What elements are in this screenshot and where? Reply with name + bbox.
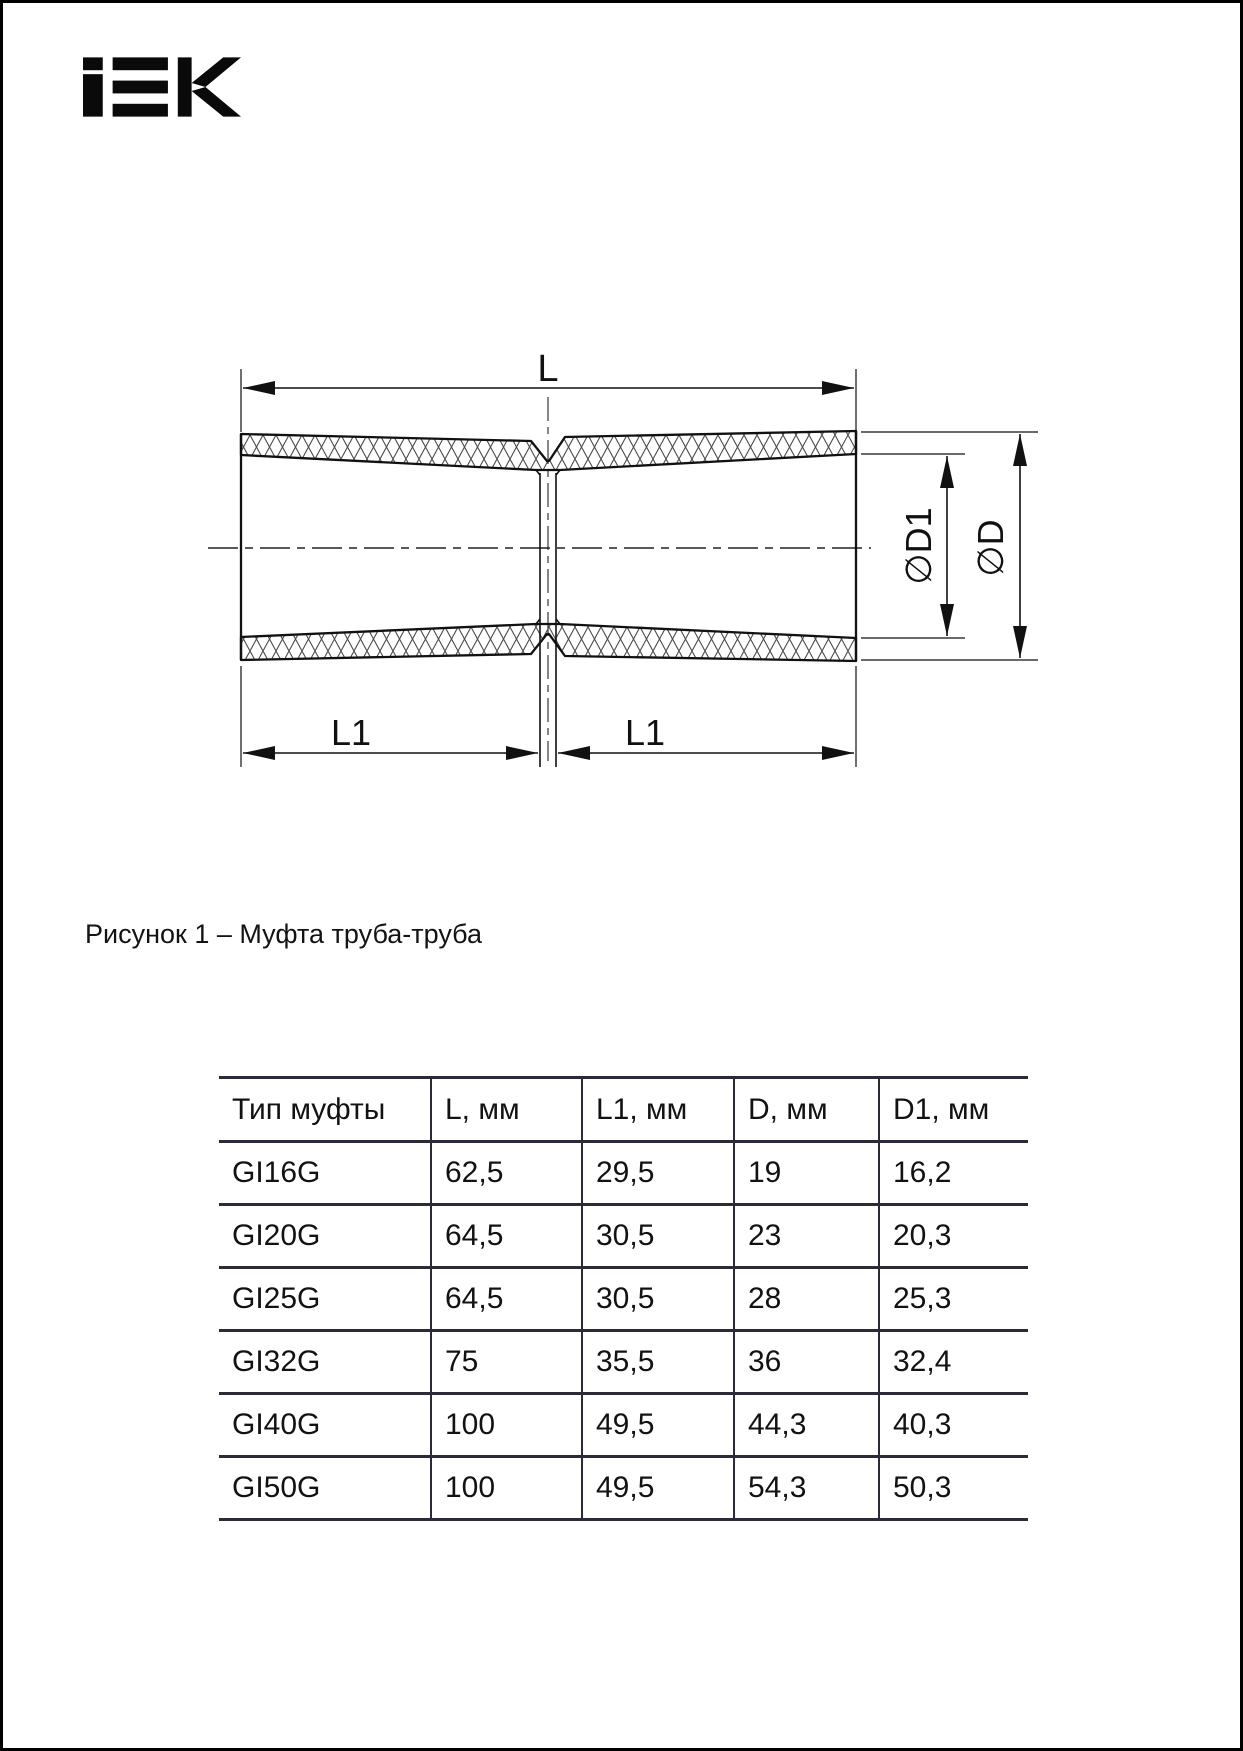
- cell-d1: 25,3: [878, 1269, 1028, 1329]
- cell-d1: 50,3: [878, 1458, 1028, 1518]
- cell-l: 64,5: [430, 1206, 581, 1266]
- cell-d: 36: [733, 1332, 878, 1392]
- cell-l: 100: [430, 1395, 581, 1455]
- col-header-d: D, мм: [733, 1079, 878, 1140]
- cell-type: GI50G: [232, 1471, 321, 1504]
- cell-l1: 30,5: [581, 1206, 733, 1266]
- cell-d: 28: [733, 1269, 878, 1329]
- cell-d1: 16,2: [878, 1143, 1028, 1203]
- label-L1-left: L1: [330, 712, 372, 753]
- table-row: [219, 1266, 1028, 1329]
- cell-l1: 35,5: [581, 1332, 733, 1392]
- cell-d: 23: [733, 1206, 878, 1266]
- cell-l: 75: [430, 1332, 581, 1392]
- table-header-row: [219, 1076, 1028, 1140]
- spec-table: [219, 1076, 1028, 1521]
- cell-d: 19: [733, 1143, 878, 1203]
- cell-d: 54,3: [733, 1458, 878, 1518]
- cell-d1: 40,3: [878, 1395, 1028, 1455]
- col-header-d1: D1, мм: [878, 1079, 1028, 1140]
- figure-caption: Рисунок 1 – Муфта труба-труба: [85, 919, 483, 949]
- cell-d: 44,3: [733, 1395, 878, 1455]
- dimension-D1: [861, 454, 965, 638]
- cell-l1: 49,5: [581, 1458, 733, 1518]
- cell-l: 62,5: [430, 1143, 581, 1203]
- table-row: [219, 1203, 1028, 1266]
- table-row: [219, 1329, 1028, 1392]
- label-D1: ∅D1: [898, 507, 939, 585]
- cell-d1: 20,3: [878, 1206, 1028, 1266]
- col-header-l: L, мм: [430, 1079, 581, 1140]
- cell-l: 64,5: [430, 1269, 581, 1329]
- cell-type: GI25G: [232, 1282, 321, 1315]
- col-header-type: Тип муфты: [232, 1092, 386, 1126]
- label-L: L: [537, 348, 559, 390]
- cell-l1: 49,5: [581, 1395, 733, 1455]
- label-D: ∅D: [970, 519, 1011, 577]
- table-row: [219, 1455, 1028, 1518]
- cell-type: GI32G: [232, 1345, 321, 1378]
- cell-l: 100: [430, 1458, 581, 1518]
- cell-type: GI20G: [232, 1219, 321, 1252]
- cell-type: GI16G: [232, 1156, 321, 1189]
- col-header-l1: L1, мм: [581, 1079, 733, 1140]
- cell-d1: 32,4: [878, 1332, 1028, 1392]
- dimension-D: [861, 432, 1038, 660]
- cell-l1: 29,5: [581, 1143, 733, 1203]
- cell-type: GI40G: [232, 1408, 321, 1441]
- cell-l1: 30,5: [581, 1269, 733, 1329]
- table-row: [219, 1140, 1028, 1203]
- label-L1-right: L1: [624, 712, 666, 753]
- table-row: [219, 1392, 1028, 1455]
